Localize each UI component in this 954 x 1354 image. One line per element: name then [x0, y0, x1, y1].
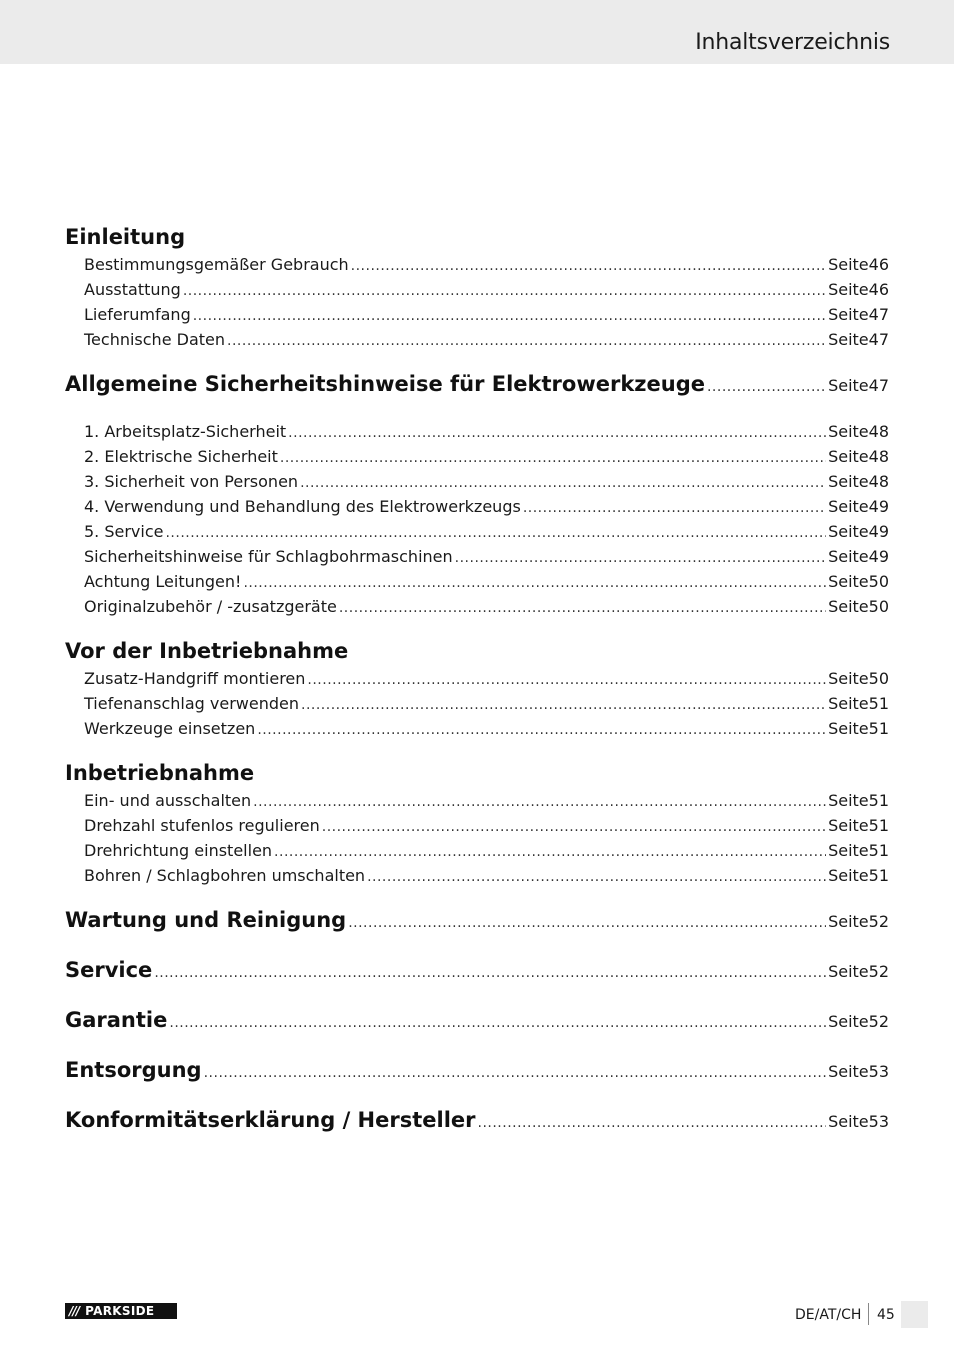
footer-page-number: 45 [877, 1307, 895, 1323]
page-word: Seite [828, 694, 869, 713]
section-gap [65, 355, 889, 372]
page-word: Seite [828, 669, 869, 688]
section-heading: Inbetriebnahme [65, 761, 255, 785]
toc-section [65, 761, 889, 908]
toc-entry[interactable] [65, 841, 889, 866]
page-word: Seite [828, 497, 869, 516]
header-band [0, 0, 954, 64]
dot-leader [288, 425, 826, 441]
toc-entry[interactable] [65, 572, 889, 597]
page-word: Seite [828, 330, 869, 349]
page-word: Seite [828, 255, 869, 274]
section-heading-row [65, 372, 889, 422]
dot-leader [274, 844, 826, 860]
page-word: Seite [828, 422, 869, 441]
page-number: 46 [868, 280, 889, 299]
dot-leader [300, 475, 826, 491]
page-word: Seite [828, 841, 869, 860]
page-number: 52 [868, 1012, 889, 1031]
table-of-contents [65, 225, 889, 1158]
page-word: Seite [828, 1112, 869, 1131]
dot-leader [707, 379, 826, 395]
toc-entry[interactable] [65, 497, 889, 522]
page-title: Inhaltsverzeichnis [695, 30, 890, 55]
page-word: Seite [828, 912, 869, 931]
toc-entry[interactable] [65, 816, 889, 841]
dot-leader [280, 450, 826, 466]
entry-label: 2. Elektrische Sicherheit [84, 447, 278, 466]
page-word: Seite [828, 791, 869, 810]
toc-section [65, 958, 889, 1008]
dot-leader [253, 794, 826, 810]
footer-divider [868, 1303, 869, 1325]
page-number: 51 [868, 719, 889, 738]
page-word: Seite [828, 866, 869, 885]
toc-entry[interactable] [65, 472, 889, 497]
toc-entry[interactable] [65, 280, 889, 305]
footer-region: DE/AT/CH [795, 1307, 862, 1323]
page-word: Seite [828, 547, 869, 566]
footer-box [901, 1301, 928, 1328]
section-gap [65, 622, 889, 639]
entry-label: Achtung Leitungen! [84, 572, 242, 591]
section-heading-row [65, 225, 889, 255]
section-heading: Allgemeine Sicherheitshinweise für Elektrowerkzeuge [65, 372, 705, 396]
entry-label: Originalzubehör / -zusatzgeräte [84, 597, 337, 616]
page-word: Seite [828, 1012, 869, 1031]
page-word: Seite [828, 522, 869, 541]
dot-leader [367, 869, 826, 885]
entry-label: Technische Daten [84, 330, 226, 349]
entry-label: Zusatz-Handgriff montieren [84, 669, 306, 688]
section-heading: Vor der Inbetriebnahme [65, 639, 349, 663]
logo-text: PARKSIDE [85, 1304, 155, 1318]
page-word: Seite [828, 305, 869, 324]
section-heading-row [65, 1058, 889, 1108]
toc-entry[interactable] [65, 255, 889, 280]
entry-label: Bohren / Schlagbohren umschalten [84, 866, 366, 885]
toc-entry[interactable] [65, 669, 889, 694]
toc-entry[interactable] [65, 597, 889, 622]
page-number: 53 [868, 1112, 889, 1131]
page-number: 51 [868, 841, 889, 860]
section-heading-row [65, 1008, 889, 1058]
page-number: 47 [868, 376, 889, 395]
section-gap [65, 744, 889, 761]
entry-label: Drehrichtung einstellen [84, 841, 273, 860]
entry-label: Ein- und ausschalten [84, 791, 252, 810]
page-word: Seite [828, 376, 869, 395]
page-word: Seite [828, 447, 869, 466]
toc-entry[interactable] [65, 719, 889, 744]
page-word: Seite [828, 719, 869, 738]
dot-leader [154, 965, 826, 981]
page-number: 50 [868, 669, 889, 688]
page-number: 46 [868, 255, 889, 274]
dot-leader [339, 600, 826, 616]
toc-section [65, 1058, 889, 1108]
section-gap [65, 891, 889, 908]
page-number: 47 [868, 305, 889, 324]
toc-entry[interactable] [65, 422, 889, 447]
toc-entry[interactable] [65, 447, 889, 472]
toc-section [65, 1008, 889, 1058]
toc-entry[interactable] [65, 305, 889, 330]
entry-label: 1. Arbeitsplatz-Sicherheit [84, 422, 287, 441]
page-number: 52 [868, 962, 889, 981]
page-word: Seite [828, 280, 869, 299]
entry-label: Werkzeuge einsetzen [84, 719, 256, 738]
page-word: Seite [828, 962, 869, 981]
page-number: 50 [868, 572, 889, 591]
section-heading: Konformitätserklärung / Hersteller [65, 1108, 476, 1132]
dot-leader [204, 1065, 826, 1081]
parkside-logo [65, 1303, 177, 1319]
entry-label: Drehzahl stufenlos regulieren [84, 816, 320, 835]
toc-section [65, 225, 889, 372]
section-heading-row [65, 958, 889, 1008]
page-word: Seite [828, 816, 869, 835]
toc-entry[interactable] [65, 791, 889, 816]
toc-entry[interactable] [65, 522, 889, 547]
toc-section [65, 1108, 889, 1158]
dot-leader [301, 697, 826, 713]
logo-slashes: /// [69, 1304, 80, 1318]
page-number: 49 [868, 547, 889, 566]
dot-leader [307, 672, 826, 688]
page-number: 51 [868, 866, 889, 885]
entry-label: 5. Service [84, 522, 164, 541]
page-number: 49 [868, 497, 889, 516]
page-number: 51 [868, 816, 889, 835]
page-number: 49 [868, 522, 889, 541]
entry-label: Lieferumfang [84, 305, 191, 324]
page-number: 53 [868, 1062, 889, 1081]
page-number: 51 [868, 791, 889, 810]
section-heading: Garantie [65, 1008, 168, 1032]
dot-leader [348, 915, 826, 931]
toc-entry[interactable] [65, 547, 889, 572]
dot-leader [165, 525, 826, 541]
entry-label: 4. Verwendung und Behandlung des Elektrowerkzeugs [84, 497, 521, 516]
page-word: Seite [828, 472, 869, 491]
page-word: Seite [828, 597, 869, 616]
section-heading-row [65, 761, 889, 791]
toc-section [65, 372, 889, 639]
entry-label: Tiefenanschlag verwenden [84, 694, 299, 713]
page-number: 52 [868, 912, 889, 931]
section-heading: Entsorgung [65, 1058, 202, 1082]
section-heading-row [65, 1108, 889, 1158]
page-number: 51 [868, 694, 889, 713]
entry-label: Bestimmungsgemäßer Gebrauch [84, 255, 349, 274]
section-heading-row [65, 639, 889, 669]
toc-section [65, 639, 889, 761]
page-word: Seite [828, 1062, 869, 1081]
dot-leader [351, 258, 826, 274]
page-number: 48 [868, 472, 889, 491]
dot-leader [322, 819, 826, 835]
page-number: 48 [868, 447, 889, 466]
section-heading: Wartung und Reinigung [65, 908, 347, 932]
dot-leader [455, 550, 826, 566]
page-number: 47 [868, 330, 889, 349]
entry-label: Ausstattung [84, 280, 181, 299]
toc-section [65, 908, 889, 958]
page-number: 50 [868, 597, 889, 616]
page-number: 48 [868, 422, 889, 441]
section-heading: Einleitung [65, 225, 186, 249]
entry-label: Sicherheitshinweise für Schlagbohrmaschinen [84, 547, 453, 566]
dot-leader [169, 1015, 826, 1031]
entry-label: 3. Sicherheit von Personen [84, 472, 299, 491]
dot-leader [193, 308, 826, 324]
dot-leader [227, 333, 826, 349]
section-heading-row [65, 908, 889, 958]
section-heading: Service [65, 958, 153, 982]
page-word: Seite [828, 572, 869, 591]
toc-entry[interactable] [65, 694, 889, 719]
dot-leader [257, 722, 826, 738]
dot-leader [243, 575, 826, 591]
toc-entry[interactable] [65, 866, 889, 891]
toc-entry[interactable] [65, 330, 889, 355]
dot-leader [523, 500, 826, 516]
dot-leader [478, 1115, 827, 1131]
dot-leader [183, 283, 826, 299]
